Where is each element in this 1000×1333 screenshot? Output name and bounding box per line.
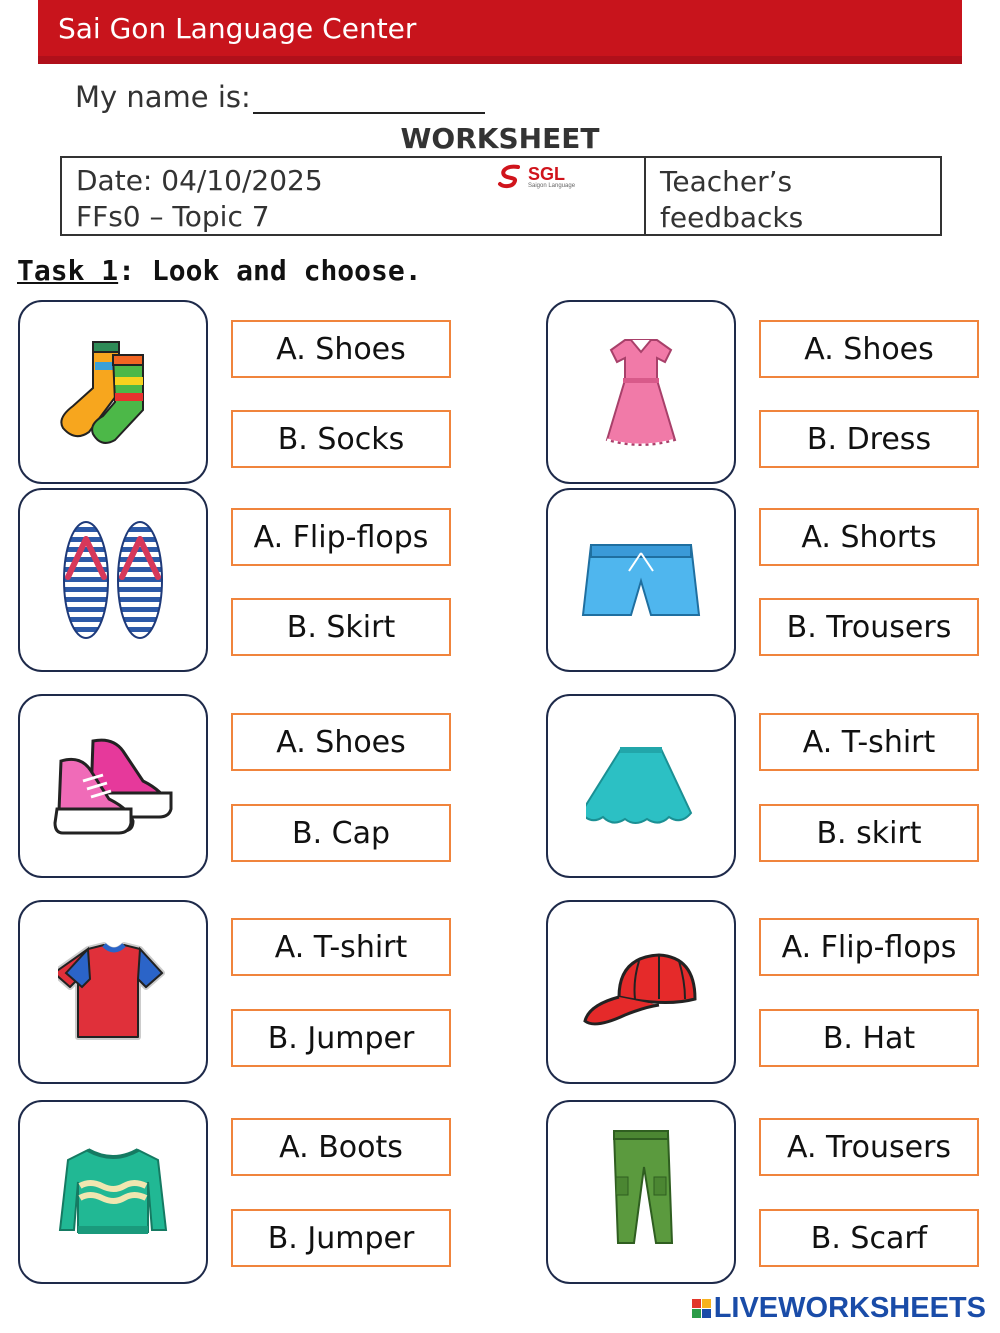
picture-card-socks: [18, 300, 208, 484]
liveworksheets-logo: [692, 1292, 986, 1325]
option-b-8[interactable]: B. skirt: [759, 804, 979, 862]
option-b-2[interactable]: B. Skirt: [231, 598, 451, 656]
liveworksheets-brand: LIVEWORKSHEETS: [713, 1292, 986, 1324]
option-a-8[interactable]: A. T-shirt: [759, 713, 979, 771]
logo-subtext: Saigon Language: [528, 182, 576, 189]
dress-icon: [591, 332, 691, 452]
picture-card-jumper: [18, 1100, 208, 1284]
center-name: Sai Gon Language Center: [58, 12, 417, 45]
option-a-6[interactable]: A. Shoes: [759, 320, 979, 378]
name-label: My name is:: [75, 80, 251, 114]
info-left-cell: [62, 158, 646, 234]
picture-card-cap: [546, 900, 736, 1084]
flip-flops-icon: [58, 517, 168, 643]
name-blank-field[interactable]: [253, 86, 485, 114]
jumper-icon: [58, 1142, 168, 1242]
shoes-icon: [53, 731, 173, 841]
task-number: Task 1: [17, 254, 119, 287]
picture-card-dress: [546, 300, 736, 484]
option-b-4[interactable]: B. Jumper: [231, 1009, 451, 1067]
option-b-3[interactable]: B. Cap: [231, 804, 451, 862]
picture-card-shorts: [546, 488, 736, 672]
date-text: Date: 04/10/2025: [76, 164, 323, 197]
feedback-label-1: Teacher’s: [660, 165, 793, 198]
picture-card-skirt: [546, 694, 736, 878]
t-shirt-icon: [58, 937, 168, 1047]
shorts-icon: [581, 535, 701, 625]
sgl-logo: [496, 164, 575, 190]
option-a-3[interactable]: A. Shoes: [231, 713, 451, 771]
info-box: [60, 156, 942, 236]
option-a-2[interactable]: A. Flip-flops: [231, 508, 451, 566]
option-b-10[interactable]: B. Scarf: [759, 1209, 979, 1267]
option-b-6[interactable]: B. Dress: [759, 410, 979, 468]
picture-card-t-shirt: [18, 900, 208, 1084]
picture-card-trousers: [546, 1100, 736, 1284]
sgl-swirl-icon: [496, 164, 526, 190]
feedback-label-2: feedbacks: [660, 201, 804, 234]
trousers-icon: [606, 1127, 676, 1257]
task-heading: [17, 254, 422, 287]
option-b-7[interactable]: B. Trousers: [759, 598, 979, 656]
option-b-1[interactable]: B. Socks: [231, 410, 451, 468]
option-a-10[interactable]: A. Trousers: [759, 1118, 979, 1176]
option-a-5[interactable]: A. Boots: [231, 1118, 451, 1176]
option-b-9[interactable]: B. Hat: [759, 1009, 979, 1067]
liveworksheets-icon: [692, 1299, 711, 1318]
cap-icon: [581, 947, 701, 1037]
worksheet-title: WORKSHEET: [400, 122, 600, 155]
option-a-7[interactable]: A. Shorts: [759, 508, 979, 566]
task-instruction: : Look and choose.: [118, 254, 422, 287]
option-a-1[interactable]: A. Shoes: [231, 320, 451, 378]
header-banner: [38, 0, 962, 64]
topic-text: FFs0 – Topic 7: [76, 200, 270, 233]
picture-card-flip-flops: [18, 488, 208, 672]
feedback-cell: [646, 158, 940, 234]
picture-card-shoes: [18, 694, 208, 878]
name-line: [75, 80, 485, 114]
skirt-icon: [586, 741, 696, 831]
logo-text: SGL: [528, 163, 566, 184]
option-a-4[interactable]: A. T-shirt: [231, 918, 451, 976]
socks-icon: [53, 337, 173, 447]
option-a-9[interactable]: A. Flip-flops: [759, 918, 979, 976]
option-b-5[interactable]: B. Jumper: [231, 1209, 451, 1267]
